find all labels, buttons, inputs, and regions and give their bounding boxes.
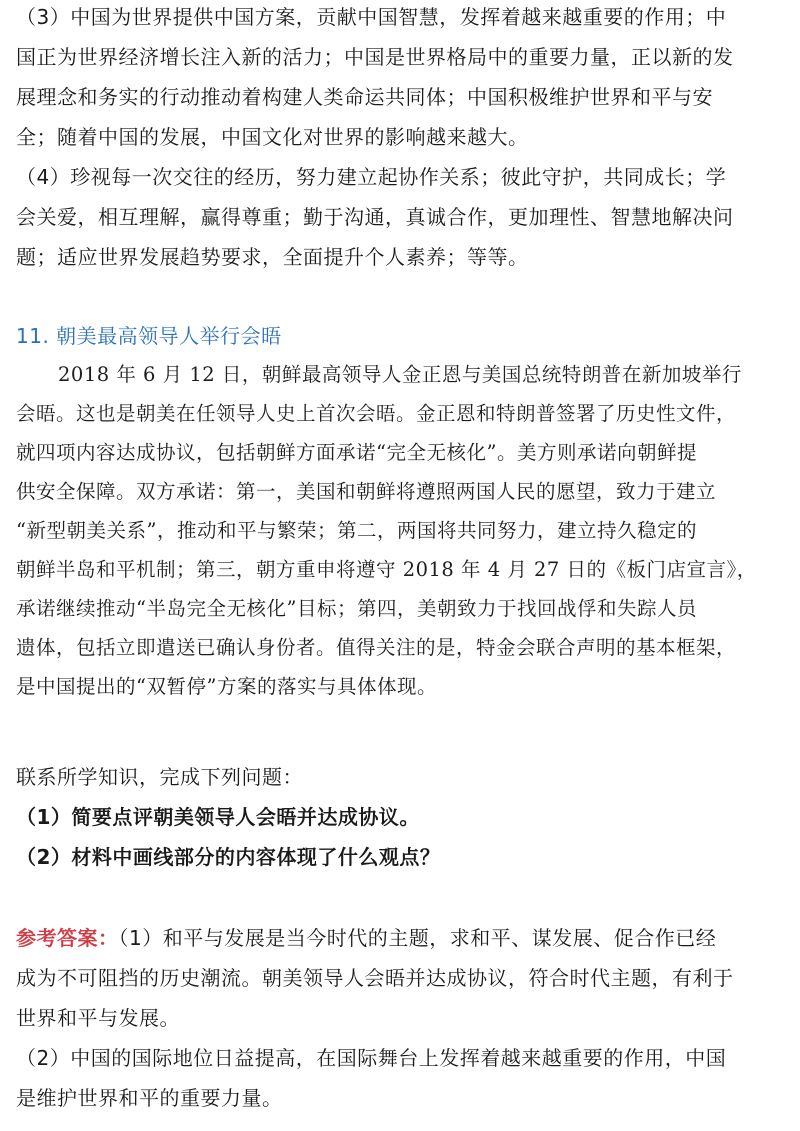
material-line: 就四项内容达成协议，包括朝鲜方面承诺“完全无核化”。美方则承诺向朝鲜提 xyxy=(16,441,697,464)
answer-item-4-line: 会关爱，相互理解，赢得尊重；勤于沟通，真诚合作，更加理性、智慧地解决问 xyxy=(16,205,734,229)
question-prompt: 联系所学知识，完成下列问题： xyxy=(16,765,303,789)
answer-item-3-line: 国正为世界经济增长注入新的活力；中国是世界格局中的重要力量，正以新的发 xyxy=(16,45,734,69)
answer-item-3-line: 全；随着中国的发展，中国文化对世界的影响越来越大。 xyxy=(16,125,529,149)
answer-line: （2）中国的国际地位日益提高，在国际舞台上发挥着越来越重要的作用，中国 xyxy=(16,1046,727,1070)
material-line: 承诺继续推动“半岛完全无核化”目标；第四，美朝致力于找回战俘和失踪人员 xyxy=(16,597,697,620)
material-line: 朝鲜半岛和平机制；第三，朝方重申将遵守 2018 年 4 月 27 日的《板门店宣言》， xyxy=(16,558,757,581)
material-line: “新型朝美关系”，推动和平与繁荣；第二，两国将共同努力，建立持久稳定的 xyxy=(16,519,697,542)
answer-item-4-line: （4）珍视每一次交往的经历，努力建立起协作关系；彼此守护，共同成长；学 xyxy=(16,165,727,189)
material-line: 2018 年 6 月 12 日，朝鲜最高领导人金正恩与美国总统特朗普在新加坡举行 xyxy=(58,363,742,386)
question-item: （1）简要点评朝美领导人会晤并达成协议。 xyxy=(16,805,420,829)
material-line: 供安全保障。双方承诺：第一，美国和朝鲜将遵照两国人民的愿望，致力于建立 xyxy=(16,480,717,503)
material-line: 是中国提出的“双暂停”方案的落实与具体体现。 xyxy=(16,675,437,698)
answer-first-line xyxy=(16,924,786,952)
answer-label: 参考答案： xyxy=(16,926,119,950)
section-heading: 11. 朝美最高领导人举行会晤 xyxy=(16,324,282,348)
answer-line: 成为不可阻挡的历史潮流。朝美领导人会晤并达成协议，符合时代主题，有利于 xyxy=(16,966,734,990)
material-line: 会晤。这也是朝美在任领导人史上首次会晤。金正恩和特朗普签署了历史性文件， xyxy=(16,402,737,425)
answer-item-3-line: 展理念和务实的行动推动着构建人类命运共同体；中国积极维护世界和平与安 xyxy=(16,85,713,109)
answer-item-3-line: （3）中国为世界提供中国方案，贡献中国智慧，发挥着越来越重要的作用；中 xyxy=(16,5,727,29)
answer-line: 世界和平与发展。 xyxy=(16,1006,180,1030)
answer-line: （1）和平与发展是当今时代的主题，求和平、谋发展、促合作已经 xyxy=(118,926,717,950)
answer-line: 是维护世界和平的重要力量。 xyxy=(16,1086,283,1110)
question-item: （2）材料中画线部分的内容体现了什么观点？ xyxy=(16,845,441,869)
material-line: 遗体，包括立即遣送已确认身份者。值得关注的是，特金会联合声明的基本框架， xyxy=(16,636,737,659)
answer-item-4-line: 题；适应世界发展趋势要求，全面提升个人素养；等等。 xyxy=(16,245,529,269)
